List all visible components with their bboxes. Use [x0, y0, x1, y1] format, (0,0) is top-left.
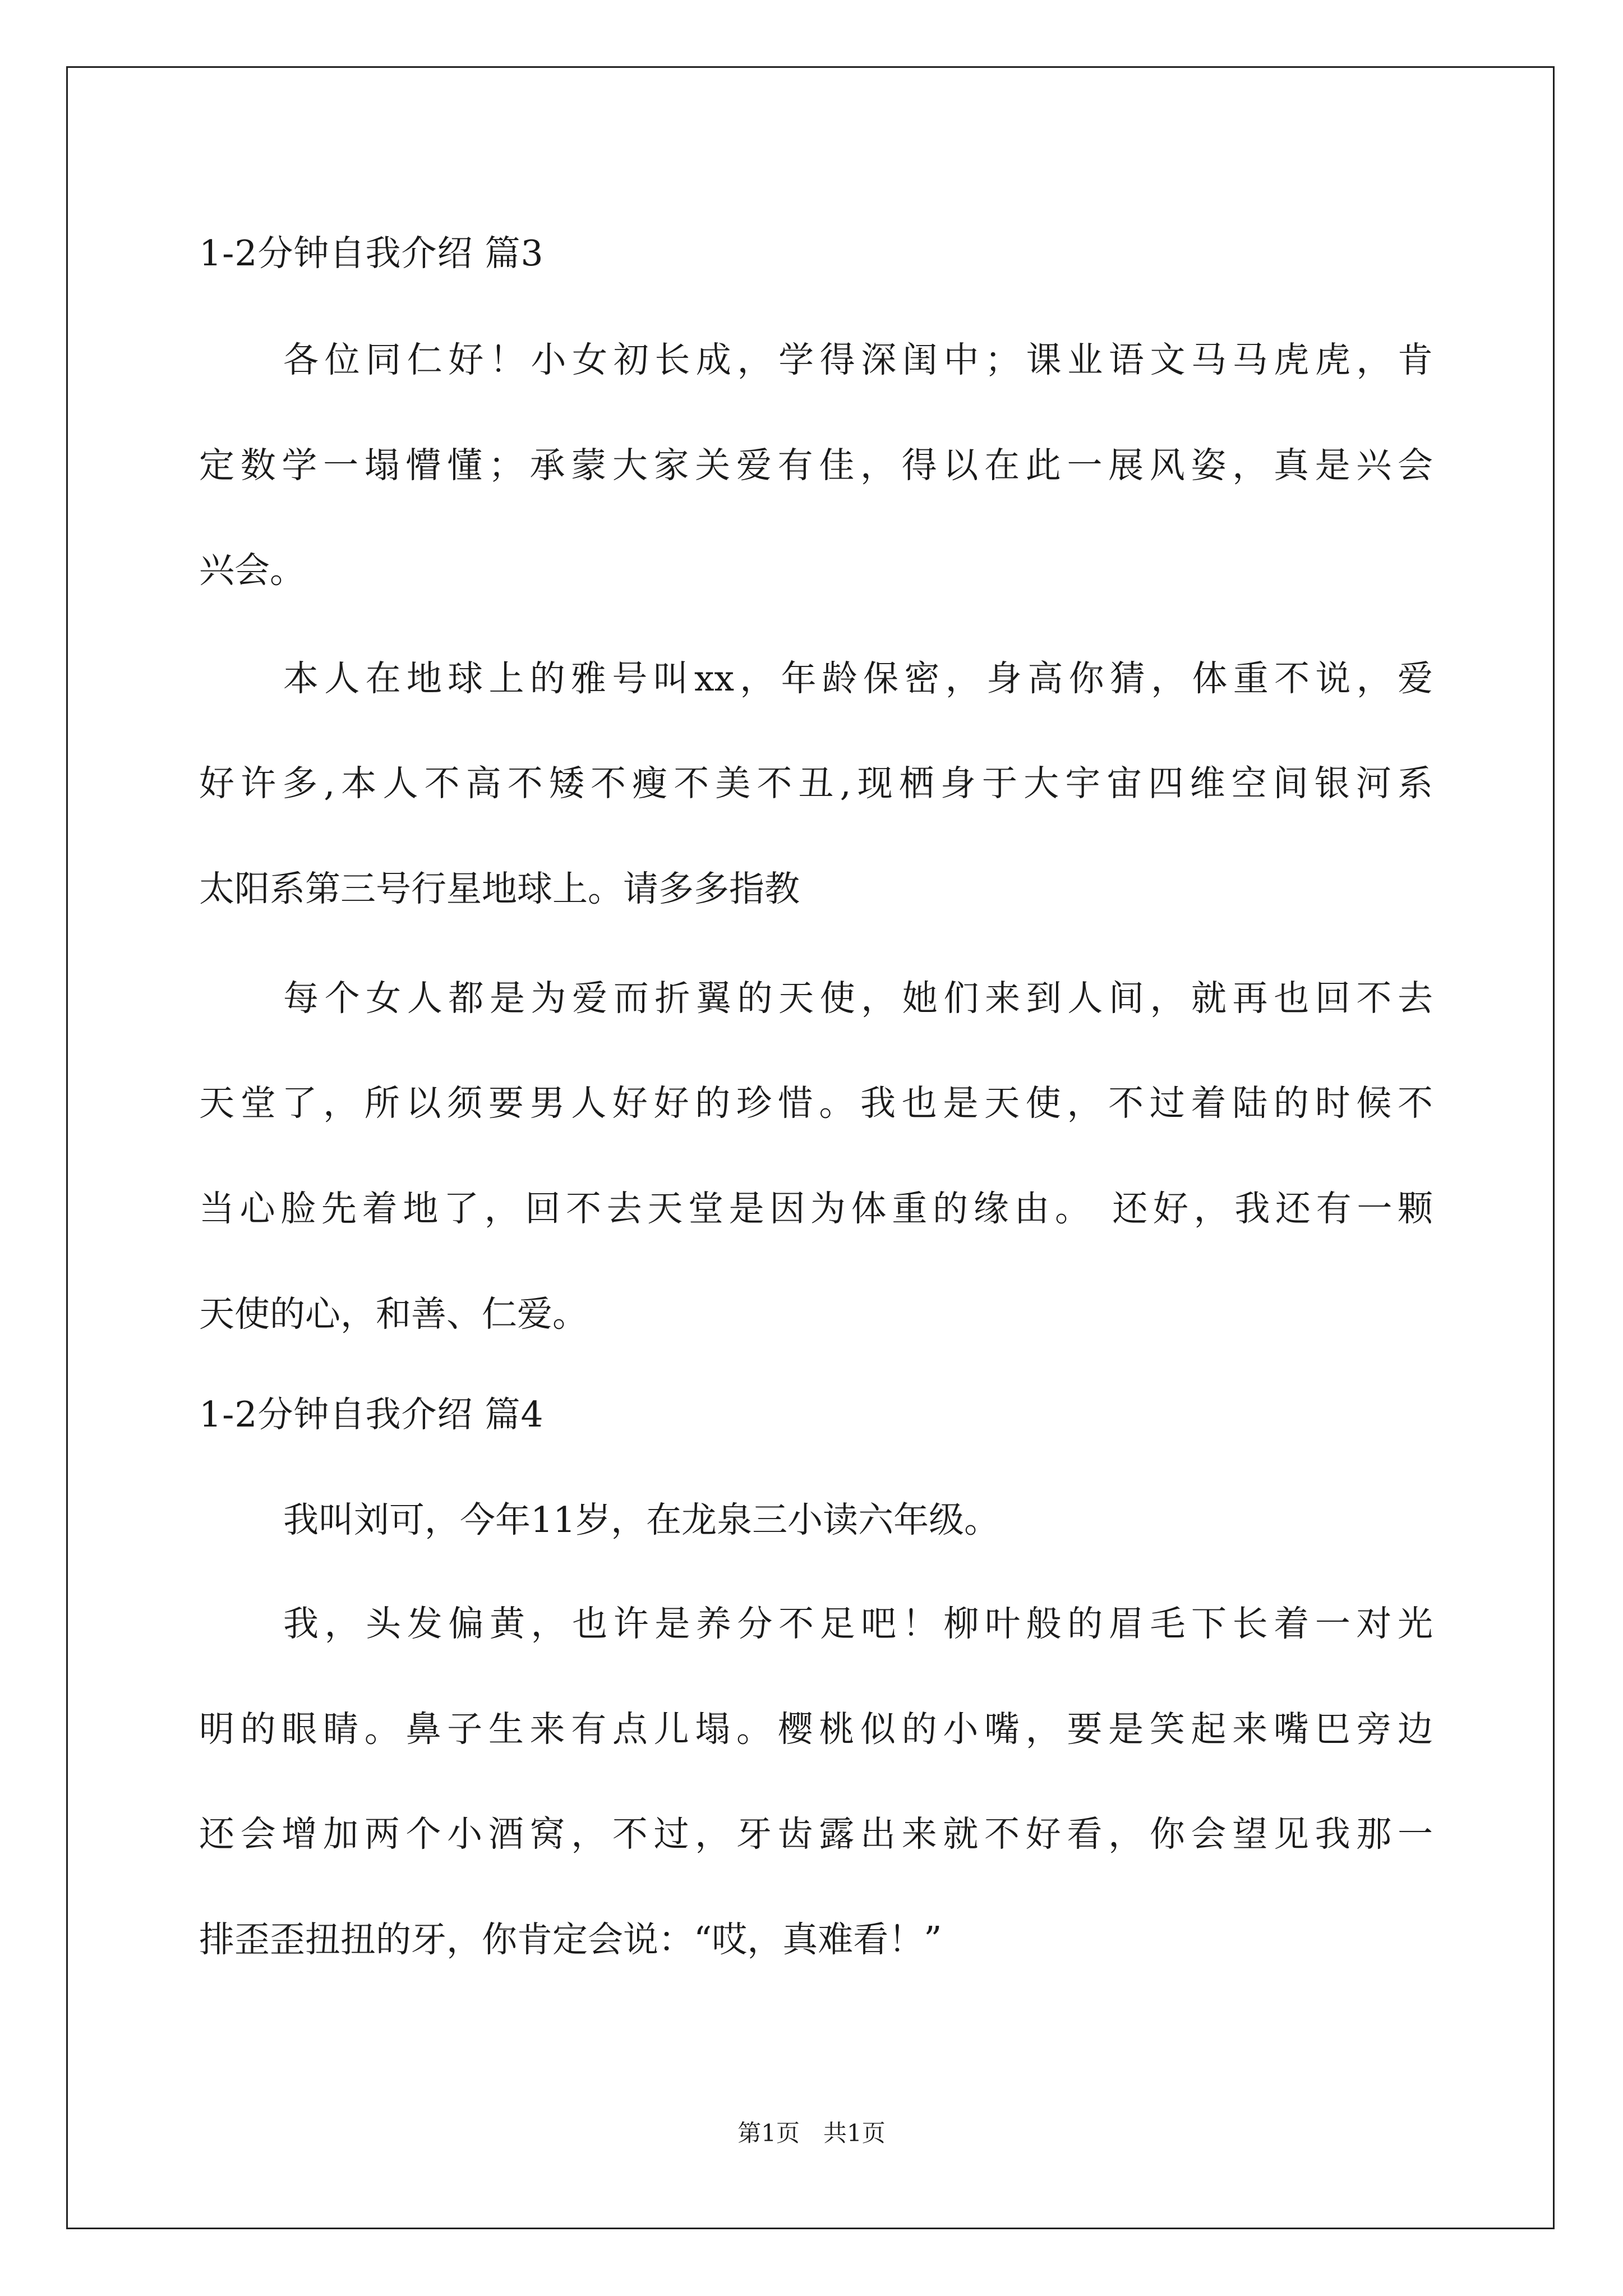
paragraph-line: 定数学一塌懵懂；承蒙大家关爱有佳，得以在此一展风姿，真是兴会 — [199, 445, 1433, 486]
page-footer: 第1页 共1页 — [737, 2119, 886, 2147]
section-heading: 1-2分钟自我介绍 篇3 — [199, 233, 544, 274]
paragraph-line: 每个女人都是为爱而折翼的天使，她们来到人间，就再也回不去 — [283, 978, 1433, 1019]
paragraph-line: 我，头发偏黄，也许是养分不足吧！柳叶般的眉毛下长着一对光 — [283, 1603, 1433, 1644]
paragraph-line: 我叫刘可，今年11岁，在龙泉三小读六年级。 — [283, 1499, 1000, 1540]
paragraph-line: 太阳系第三号行星地球上。请多多指教 — [199, 868, 800, 909]
paragraph-line: 天堂了，所以须要男人好好的珍惜。我也是天使，不过着陆的时候不 — [199, 1083, 1433, 1124]
paragraph-line: 当心脸先着地了，回不去天堂是因为体重的缘由。 还好，我还有一颗 — [199, 1188, 1433, 1229]
page-border — [66, 66, 1555, 2229]
paragraph-line: 还会增加两个小酒窝，不过，牙齿露出来就不好看，你会望见我那一 — [199, 1814, 1433, 1855]
paragraph-line: 本人在地球上的雅号叫xx，年龄保密，身高你猜，体重不说，爱 — [283, 658, 1433, 699]
paragraph-line: 排歪歪扭扭的牙，你肯定会说：“哎，真难看！” — [199, 1919, 942, 1960]
paragraph-line: 明的眼睛。鼻子生来有点儿塌。樱桃似的小嘴，要是笑起来嘴巴旁边 — [199, 1709, 1433, 1750]
paragraph-line: 兴会。 — [199, 550, 305, 591]
paragraph-line: 各位同仁好！小女初长成，学得深闺中；课业语文马马虎虎，肯 — [283, 339, 1433, 380]
paragraph-line: 天使的心，和善、仁爱。 — [199, 1294, 588, 1335]
paragraph-line: 好许多,本人不高不矮不瘦不美不丑,现栖身于大宇宙四维空间银河系 — [199, 763, 1433, 804]
section-heading: 1-2分钟自我介绍 篇4 — [199, 1394, 544, 1435]
